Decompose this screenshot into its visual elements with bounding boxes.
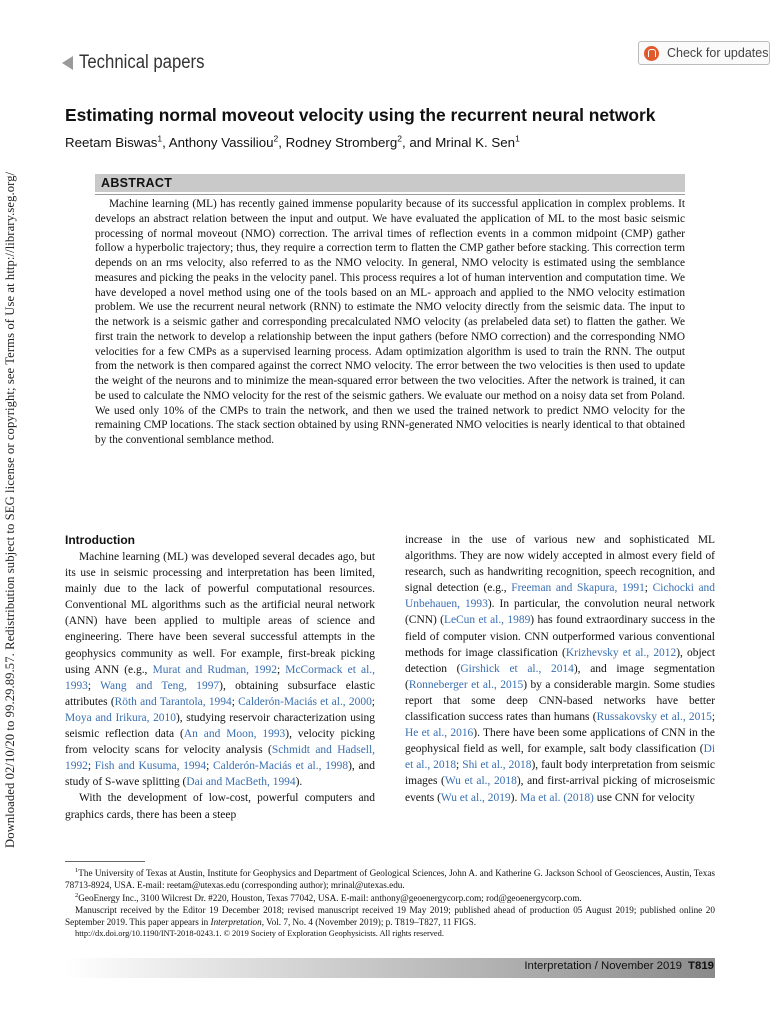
author-name: Rodney Stromberg [285,135,398,150]
citation-link[interactable]: He et al., 2016 [405,727,474,740]
citation-link[interactable]: Murat and Rudman, 1992 [152,663,277,676]
introduction-paragraph-2: With the development of low-cost, powerful computers and graphics cards, there has been a steep [65,792,375,821]
citation-link[interactable]: Calderón-Maciás et al., 2000 [238,695,372,708]
citation-link[interactable]: Dai and MacBeth, 1994 [186,776,296,789]
citation-link[interactable]: McCormack et al., 1993 [65,663,375,692]
footnote-mark-1: 1 [75,866,79,874]
introduction-paragraph-1: Machine learning (ML) was developed several decades ago, but its use in seismic processing and interpretation has been limited, mainly due to the lack of powerful computational resources. Conventional ML algorithms such as the artificial neural network (ANN) have been applied to multiple areas of science and engineering. There have been several successful attempts in the geophysics community as well. For example, first-break picking using ANN (e.g., Murat and Rudman, 1992; McCormack et al., 1993; Wang and Teng, 1997), obtaining subsurface elastic attributes (Röth and Tarantola, 1994; Calderón-Maciás et al., 2000; Moya and Irikura, 2010), studying reservoir characterization using seismic reflection data (An and Moon, 1993), velocity picking from velocity scans for velocity analysis (Schmidt and Hadsell, 1992; Fish and Kusuma, 1994; Calderón-Maciás et al., 1998), and study of S-wave splitting (Dai and MacBeth, 1994). [65,551,375,789]
footnote-affiliation-2 [65,892,715,904]
author-affiliation-mark: 2 [397,133,402,144]
footnotes [65,867,715,941]
citation-link[interactable]: Wu et al., 2019 [440,791,511,804]
section-triangle-icon [62,56,73,70]
page-number: T819 [688,960,714,972]
manuscript-history-b: , Vol. 7, No. 4 (November 2019); p. T819–T827, 11 FIGS. [261,917,477,928]
abstract-heading: ABSTRACT [95,174,685,192]
check-for-updates-button[interactable] [638,41,770,65]
introduction-heading: Introduction [65,533,135,547]
author-name: Mrinal K. Sen [435,135,516,150]
citation-link[interactable]: Schmidt and Hadsell, 1992 [65,744,375,773]
paper-title: Estimating normal moveout velocity using the recurrent neural network [65,105,656,125]
footnote-affiliation-1 [65,867,715,892]
author-affiliation-mark: 2 [273,133,279,144]
citation-link[interactable]: Ma et al. (2018) [520,791,594,804]
crossmark-icon [644,46,659,61]
footnote-divider [65,861,145,862]
citation-link[interactable]: Freeman and Skapura, 1991 [511,582,645,595]
citation-link[interactable]: Di et al., 2018 [405,743,715,772]
footnote-mark-2: 2 [75,891,79,899]
citation-link[interactable]: Wu et al., 2018 [444,775,517,788]
download-notice: Downloaded 02/10/20 to 99.29.89.57. Redistribution subject to SEG license or copyright; see Terms of Use at http://library.seg.org/ [3,171,17,849]
citation-link[interactable]: Wang and Teng, 1997 [100,679,220,692]
section-tag [62,52,222,74]
citation-link[interactable]: Krizhevsky et al., 2012 [565,646,677,659]
page-footer [524,960,714,972]
citation-link[interactable]: Röth and Tarantola, 1994 [114,695,232,708]
check-for-updates-label: Check for updates [667,46,769,60]
footer-journal-issue: Interpretation / November 2019 [524,960,683,972]
citation-link[interactable]: Girshick et al., 2014 [460,662,574,675]
journal-name: Interpretation [210,917,262,928]
manuscript-history [65,904,715,929]
footnote-1-text: The University of Texas at Austin, Institute for Geophysics and Department of Geological Sciences, John A. and Katherine G. Jackson School of Geosciences, Austin, Texas 78713-8924, USA. E-mail: reetam@utexas.edu (corresponding author); mrinal@utexas.edu. [65,868,715,891]
doi-line[interactable]: http://dx.doi.org/10.1190/INT-2018-0243.1. © 2019 Society of Exploration Geophysicists. All rights reserved. [75,929,444,939]
citation-link[interactable]: LeCun et al., 1989 [443,614,531,627]
right-column [405,532,715,806]
citation-link[interactable]: An and Moon, 1993 [183,728,286,741]
author-list: Reetam Biswas$^1$, Anthony Vassiliou$^2$, Rodney Stromberg$^2$, and Mrinal K. Sen$^1$ [65,133,520,150]
author-name: Anthony Vassiliou [168,135,274,150]
abstract-text: Machine learning (ML) has recently gained immense popularity because of its successful application in complex problems. It develops an abstract relation between the input and output. We have evaluated the application of ML to the most basic seismic processing of normal moveout (NMO) correction. The arrival times of reflection events in a common midpoint (CMP) gather follow a hyperbolic trajectory; thus, they require a correction term to flatten the CMP gather before stacking. This correction term depends on an rms velocity, also referred to as the NMO velocity. In general, NMO velocity is estimated using the semblance measures and picking the peaks in the velocity panel. This process requires a lot of human intervention and computation time. We have developed a novel method using one of the tools based on an ML- approach and applied to the NMO velocity estimation problem. We use the recurrent neural network (RNN) to estimate the NMO velocity directly from the seismic data. The input to the network is a seismic gather and corresponding precalculated NMO velocity (as prelabeled data set) to flatten the gather. We first train the network to develop a relationship between the input gathers (before NMO correction) and the corresponding NMO velocities for a few CMPs as a supervised learning process. Adam optimization algorithm is used to train the RNN. The output from the network is then compared against the correct NMO velocity. The error between the two velocities is then used to update the weight of the neurons and to minimize the mean-squared error between the two velocities. After the network is trained, it can be used to calculate the NMO velocity for the rest of the seismic gathers. We evaluate our method on a noisy data set from Poland. We used only 10% of the CMPs to train the network, and then we used the trained network to predict NMO velocity for the remaining CMP locations. The stack section obtained by using RNN-generated NMO velocities is nearly identical to that obtained by the conventional semblance method. [95,198,685,446]
footnote-2-text: GeoEnergy Inc., 3100 Wilcrest Dr. #220, Houston, Texas 77042, USA. E-mail: anthony@geoenergycorp.com; rod@geoenergycorp.com. [78,892,582,903]
author-affiliation-mark: 1 [157,133,163,144]
manuscript-history-a: Manuscript received by the Editor 19 December 2018; revised manuscript received 19 May 2019; published ahead of production 05 August 2019; published online 20 September 2019. This paper appears in [65,904,715,928]
introduction-paragraph-2-continued: increase in the use of various new and sophisticated ML algorithms. They are now widely accepted in almost every field of research, such as handwriting recognition, speech recognition, and signal detection (e.g., Freeman and Skapura, 1991; Cichocki and Unbehauen, 1993). In particular, the convolution neural network (CNN) (LeCun et al., 1989) has found extraordinary success in the field of computer vision. CNN outperformed various conventional methods for image classification (Krizhevsky et al., 2012), object detection (Girshick et al., 2014), and image segmentation (Ronneberger et al., 2015) by a considerable margin. Some studies report that some deep CNN-based networks have better classification success rates than humans (Russakovsky et al., 2015; He et al., 2016). There have been some applications of CNN in the geophysical field as well, for example, salt body classification (Di et al., 2018; Shi et al., 2018), fault body interpretation from seismic images (Wu et al., 2018), and first-arrival picking of microseismic events (Wu et al., 2019). Ma et al. (2018) use CNN for velocity [405,534,716,804]
citation-link[interactable]: Cichocki and Unbehauen, 1993 [405,582,715,611]
citation-link[interactable]: Shi et al., 2018 [462,759,532,772]
citation-link[interactable]: Fish and Kusuma, 1994 [94,760,207,773]
citation-link[interactable]: Moya and Irikura, 2010 [65,711,176,724]
left-column [65,532,375,823]
citation-link[interactable]: Russakovsky et al., 2015 [596,711,712,724]
citation-link[interactable]: Calderón-Maciás et al., 1998 [213,760,349,773]
citation-link[interactable]: Ronneberger et al., 2015 [408,678,524,691]
author-name: Reetam Biswas [65,135,158,150]
abstract-divider [95,194,685,195]
section-tag-label: Technical papers [79,52,205,73]
author-affiliation-mark: 1 [515,133,520,144]
